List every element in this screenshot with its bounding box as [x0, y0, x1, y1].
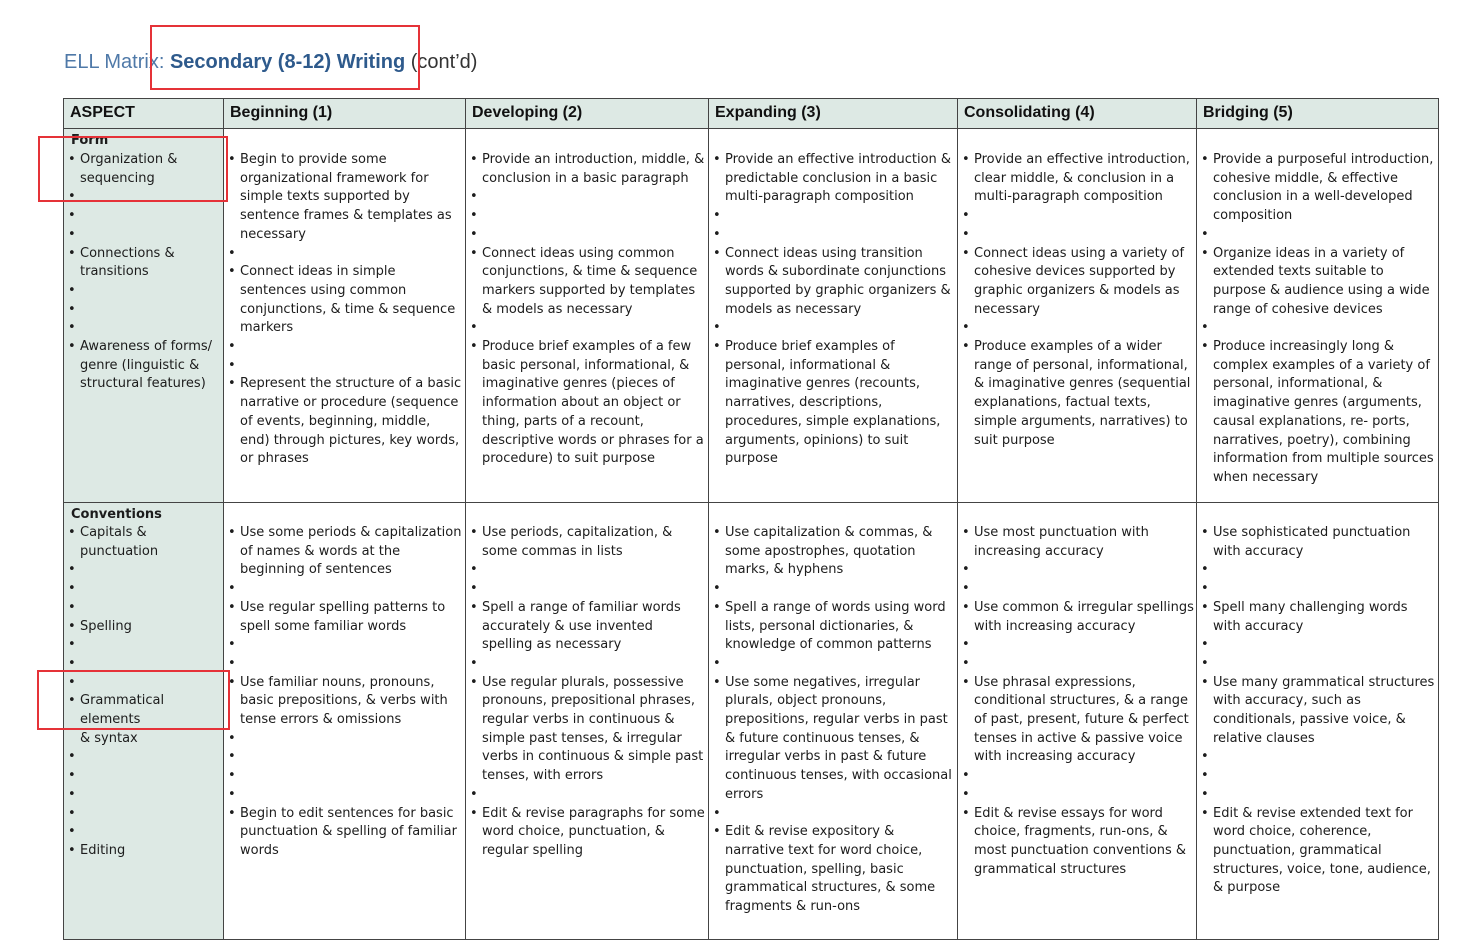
bullet-item: • Editing: [64, 842, 223, 861]
bullet-item: • Connect ideas using a variety of cohesive devices supported by graphic organizers & models as necessary: [958, 245, 1196, 320]
bullet-item: [958, 655, 1196, 674]
bullet-item: [709, 319, 957, 338]
form-consolidating-cell: [958, 129, 1197, 503]
bullet-item: [466, 655, 708, 674]
bullet-item: • Represent the structure of a basic narrative or procedure (sequence of events, beginning, middle, end) through pictures, key words, or phrases: [224, 375, 465, 469]
bullet-item: • Edit & revise paragraphs for some word choice, punctuation, & regular spelling: [466, 805, 708, 861]
bullet-item: [958, 561, 1196, 580]
conventions-bridging-list: [1197, 524, 1438, 898]
bullet-item: [1197, 767, 1438, 786]
bullet-item: • Use capitalization & commas, & some apostrophes, quotation marks, & hyphens: [709, 524, 957, 580]
bullet-item: [958, 207, 1196, 226]
form-row: [64, 129, 1439, 503]
bullet-item: • Use most punctuation with increasing accuracy: [958, 524, 1196, 561]
bullet-item: [64, 282, 223, 301]
bullet-item: • Begin to provide some organizational framework for simple texts supported by sentence frames & templates as necessary: [224, 151, 465, 245]
bullet-item: [958, 636, 1196, 655]
form-developing-list: [466, 151, 708, 469]
bullet-item: • Organization & sequencing: [64, 151, 223, 188]
bullet-item: [64, 805, 223, 824]
bullet-item: [64, 561, 223, 580]
bullet-item: [958, 319, 1196, 338]
header-row: [64, 99, 1439, 129]
bullet-item: [64, 226, 223, 245]
conventions-row: [64, 503, 1439, 940]
bullet-item: [1197, 786, 1438, 805]
bullet-item: [64, 301, 223, 320]
bullet-item: [1197, 561, 1438, 580]
annotation-box-title: [150, 25, 420, 90]
bullet-item: [709, 655, 957, 674]
conventions-consolidating-cell: [958, 503, 1197, 940]
ell-matrix-table: [63, 98, 1439, 940]
bullet-item: • Use many grammatical structures with accuracy, such as conditionals, passive voice, & relative clauses: [1197, 674, 1438, 749]
bullet-item: [1197, 226, 1438, 245]
bullet-item: [1197, 319, 1438, 338]
header-bridging: Bridging (5): [1197, 99, 1439, 129]
bullet-item: [64, 580, 223, 599]
header-developing: Developing (2): [466, 99, 709, 129]
bullet-item: • Produce examples of a wider range of personal, informational, & imaginative genres (sequential explanations, factual texts, simple arguments, narratives) to suit purpose: [958, 338, 1196, 450]
bullet-item: [709, 226, 957, 245]
bullet-item: • Awareness of forms/ genre (linguistic & structural features): [64, 338, 223, 394]
form-beginning-list: [224, 151, 465, 469]
bullet-item: • Provide an effective introduction, clear middle, & conclusion in a multi-paragraph composition: [958, 151, 1196, 207]
bullet-item: • Use familiar nouns, pronouns, basic prepositions, & verbs with tense errors & omissions: [224, 674, 465, 730]
bullet-item: • Capitals & punctuation: [64, 524, 223, 561]
bullet-item: [466, 226, 708, 245]
bullet-item: [224, 767, 465, 786]
header-beginning: Beginning (1): [224, 99, 466, 129]
conventions-section-label: Conventions: [71, 507, 162, 522]
bullet-item: [466, 561, 708, 580]
bullet-item: • Spelling: [64, 618, 223, 637]
bullet-item: [64, 748, 223, 767]
bullet-item: • Use phrasal expressions, conditional structures, & a range of past, present, future & perfect tenses in active & passive voice with increasing accuracy: [958, 674, 1196, 768]
bullet-item: [1197, 748, 1438, 767]
conventions-developing-list: [466, 524, 708, 861]
bullet-item: [709, 805, 957, 824]
conventions-beginning-cell: [224, 503, 466, 940]
form-expanding-cell: [709, 129, 958, 503]
bullet-item: [224, 748, 465, 767]
bullet-item: [1197, 636, 1438, 655]
form-expanding-list: [709, 151, 957, 469]
bullet-item: [709, 207, 957, 226]
form-bridging-cell: [1197, 129, 1439, 503]
bullet-item: • Connect ideas using common conjunctions, & time & sequence markers supported by templates & models as necessary: [466, 245, 708, 320]
bullet-item: • Edit & revise extended text for word choice, coherence, punctuation, grammatical structures, voice, tone, audience, & purpose: [1197, 805, 1438, 899]
bullet-item: • Use regular plurals, possessive pronouns, prepositional phrases, regular verbs in continuous & simple past tenses, & irregular verbs in continuous & simple past tenses, with errors: [466, 674, 708, 786]
bullet-item: • Use some periods & capitalization of names & words at the beginning of sentences: [224, 524, 465, 580]
title-prefix: ELL Matrix:: [64, 51, 170, 73]
bullet-item: [224, 338, 465, 357]
bullet-item: • Use some negatives, irregular plurals, object pronouns, prepositions, regular verbs in past & future continuous tenses, & irregular verbs in past & future continuous tenses, with occasional errors: [709, 674, 957, 805]
bullet-item: [64, 636, 223, 655]
bullet-item: • Use sophisticated punctuation with accuracy: [1197, 524, 1438, 561]
bullet-item: [64, 823, 223, 842]
bullet-item: [958, 580, 1196, 599]
conventions-bridging-cell: [1197, 503, 1439, 940]
form-developing-cell: [466, 129, 709, 503]
bullet-item: [224, 730, 465, 749]
bullet-item: [224, 580, 465, 599]
header-consolidating: Consolidating (4): [958, 99, 1197, 129]
annotation-box-grammatical: [37, 670, 230, 730]
bullet-item: [224, 786, 465, 805]
bullet-item: • Spell a range of words using word lists, personal dictionaries, & knowledge of common patterns: [709, 599, 957, 655]
bullet-item: • Use common & irregular spellings with increasing accuracy: [958, 599, 1196, 636]
bullet-item: [224, 655, 465, 674]
bullet-item: [64, 767, 223, 786]
bullet-item: • Connect ideas in simple sentences using common conjunctions, & time & sequence markers: [224, 263, 465, 338]
bullet-item: [466, 580, 708, 599]
bullet-item: • Edit & revise expository & narrative text for word choice, punctuation, spelling, basic grammatical structures, & some fragments & run-ons: [709, 823, 957, 917]
bullet-item: [709, 580, 957, 599]
bullet-item: • Produce brief examples of a few basic personal, informational, & imaginative genres (pieces of information about an object or thing, parts of a recount, descriptive words or phrases for a procedure) to suit purpose: [466, 338, 708, 469]
bullet-item: • Use regular spelling patterns to spell some familiar words: [224, 599, 465, 636]
form-section-label: Form: [71, 133, 109, 148]
bullet-item: • Spell a range of familiar words accurately & use invented spelling as necessary: [466, 599, 708, 655]
bullet-item: [64, 207, 223, 226]
conventions-expanding-list: [709, 524, 957, 917]
bullet-item: • Connect ideas using transition words & subordinate conjunctions supported by graphic organizers & models as necessary: [709, 245, 957, 320]
form-consolidating-list: [958, 151, 1196, 450]
bullet-item: • Grammatical elements & syntax: [64, 692, 223, 748]
bullet-item: [64, 599, 223, 618]
bullet-item: • Provide an introduction, middle, & conclusion in a basic paragraph: [466, 151, 708, 188]
annotation-box-organization: [38, 136, 228, 202]
title-suffix: (cont’d): [405, 51, 478, 73]
bullet-item: [958, 226, 1196, 245]
bullet-item: [466, 786, 708, 805]
bullet-item: • Connections & transitions: [64, 245, 223, 282]
bullet-item: [958, 786, 1196, 805]
bullet-item: [466, 319, 708, 338]
bullet-item: • Provide a purposeful introduction, cohesive middle, & effective conclusion in a well-developed composition: [1197, 151, 1438, 226]
bullet-item: [1197, 580, 1438, 599]
bullet-item: [466, 207, 708, 226]
title-main: Secondary (8-12) Writing: [169, 51, 406, 73]
bullet-item: • Begin to edit sentences for basic punctuation & spelling of familiar words: [224, 805, 465, 861]
bullet-item: [64, 319, 223, 338]
bullet-item: [64, 786, 223, 805]
bullet-item: [466, 188, 708, 207]
form-bridging-list: [1197, 151, 1438, 488]
bullet-item: • Use periods, capitalization, & some commas in lists: [466, 524, 708, 561]
bullet-item: [224, 245, 465, 264]
conventions-consolidating-list: [958, 524, 1196, 879]
bullet-item: • Provide an effective introduction & predictable conclusion in a basic multi-paragraph composition: [709, 151, 957, 207]
header-aspect: ASPECT: [64, 99, 224, 129]
bullet-item: [958, 767, 1196, 786]
bullet-item: • Organize ideas in a variety of extended texts suitable to purpose & audience using a wide range of cohesive devices: [1197, 245, 1438, 320]
bullet-item: • Produce brief examples of personal, informational & imaginative genres (recounts, narratives, descriptions, procedures, simple explanations, arguments, opinions) to suit purpose: [709, 338, 957, 469]
conventions-developing-cell: [466, 503, 709, 940]
bullet-item: [224, 357, 465, 376]
header-expanding: Expanding (3): [709, 99, 958, 129]
bullet-item: • Edit & revise essays for word choice, fragments, run-ons, & most punctuation conventions & grammatical structures: [958, 805, 1196, 880]
bullet-item: • Produce increasingly long & complex examples of a variety of personal, informational, & imaginative genres (arguments, causal explanations, re- ports, narratives, poetry), combining information from multiple sources when necessary: [1197, 338, 1438, 488]
bullet-item: • Spell many challenging words with accuracy: [1197, 599, 1438, 636]
form-beginning-cell: [224, 129, 466, 503]
conventions-beginning-list: [224, 524, 465, 861]
conventions-expanding-cell: [709, 503, 958, 940]
bullet-item: [1197, 655, 1438, 674]
bullet-item: [224, 636, 465, 655]
